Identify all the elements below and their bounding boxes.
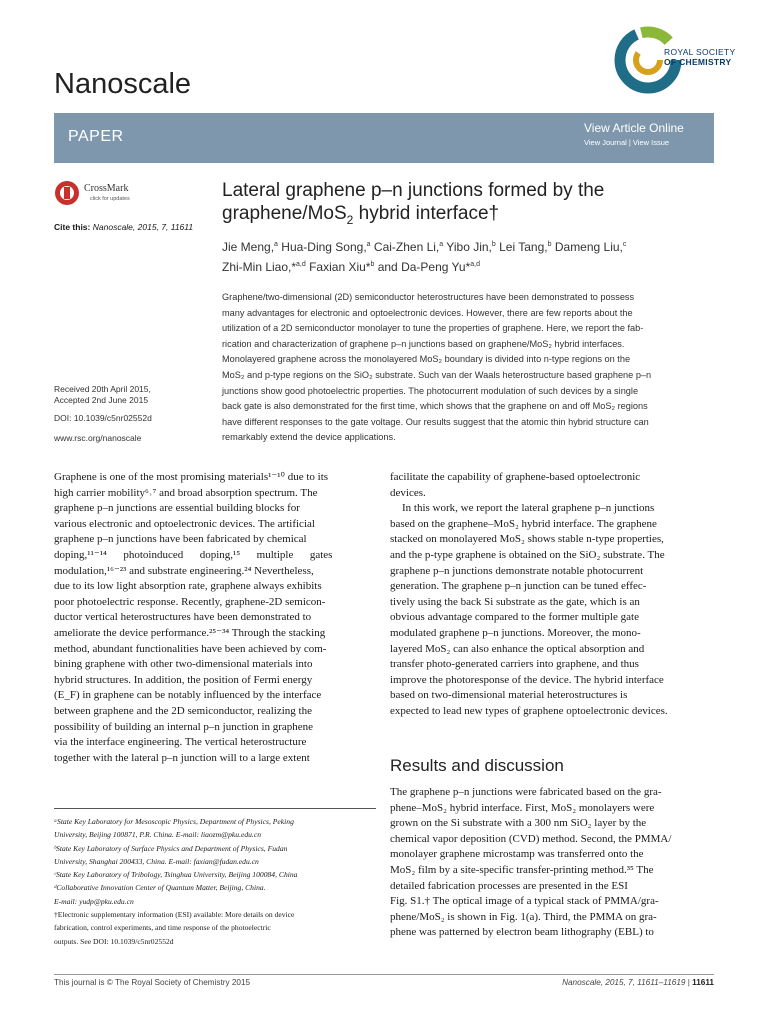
body-line: phene–MoS₂ hybrid interface. First, MoS₂ monolayers were (390, 801, 655, 814)
accepted-date: Accepted 2nd June 2015 (54, 395, 149, 405)
affiliations (54, 815, 376, 948)
rsc-line2: OF CHEMISTRY (664, 57, 732, 67)
body-line: expected to lead new types of graphene optoelectronic devices. (390, 704, 668, 717)
body-line: detailed fabrication processes are presented in the ESI (390, 879, 628, 892)
body-line: modulated graphene p–n junctions. Moreover, the mono- (390, 626, 641, 639)
affiliation-line: University, Shanghai 200433, China. E-mail: faxian@fudan.edu.cn (54, 856, 259, 866)
body-line: In this work, we report the lateral graphene p–n junctions (402, 502, 655, 515)
authors-line-1: Jie Meng,$^a$ Hua-Ding Song,$^a$ Cai-Zhen Li,$^a$ Yibo Jin,$^b$ Lei Tang,$^b$ Dameng Liu,$^c$ (222, 240, 627, 254)
abstract-line: utilization of a 2D semiconductor monolayer to tune the properties of graphene. Here, we report the fab- (222, 323, 644, 334)
body-line: and the p-type graphene is obtained on the SiO₂ substrate. The (390, 548, 665, 561)
affiliation-line: E-mail: yudp@pku.edu.cn (54, 896, 134, 906)
article-title (222, 179, 712, 232)
doi[interactable]: DOI: 10.1039/c5nr02552d (54, 413, 152, 423)
abstract-line: Graphene/two-dimensional (2D) semiconductor heterostructures have been demonstrated to possess (222, 292, 635, 302)
body-right-column (390, 470, 714, 720)
body-line: method, abundant functionalities have been achieved by com- (54, 642, 327, 655)
footnote-divider (54, 808, 376, 809)
results-body (390, 785, 714, 941)
abstract-line: back gate is also demonstrated for the first time, which shows that the graphene on and off MoS₂ regions (222, 401, 648, 412)
body-left-column (54, 470, 376, 766)
author-list (222, 236, 712, 276)
body-line: based on two-dimensional material heterostructures is (390, 689, 628, 702)
journal-title: Nanoscale (54, 68, 192, 100)
body-line: doping,¹¹⁻¹⁴ photoinduced doping,¹⁵ multiple gates (54, 548, 333, 561)
title-line-1: Lateral graphene p–n junctions formed by the (222, 180, 605, 201)
body-line: between graphene and the 2D semiconductor, realizing the (54, 704, 312, 717)
body-line: hybrid structures. In addition, the position of Fermi energy (54, 673, 313, 686)
body-line: modulation,¹⁶⁻²³ and substrate engineering.²⁴ Nevertheless, (54, 564, 314, 577)
section-heading-results: Results and discussion (390, 756, 564, 775)
crossmark-label: CrossMark (84, 183, 129, 194)
body-line: together with the lateral p–n junction will to a large extent (54, 751, 310, 764)
affiliation-line: ᶜState Key Laboratory of Tribology, Tsinghua University, Beijing 100084, China (54, 870, 298, 880)
rsc-line1: ROYAL SOCIETY (664, 47, 736, 57)
body-line: via the interface engineering. The vertical heterostructure (54, 736, 307, 749)
affiliation-line: ᵈCollaborative Innovation Center of Quantum Matter, Beijing, China. (54, 883, 266, 893)
affiliation-line: University, Beijing 100871, P.R. China. E-mail: liaozm@pku.edu.cn (54, 830, 261, 840)
body-line: (E_F) in graphene can be notably influenced by the interface (54, 689, 322, 702)
body-line: ameliorate the device performance.²⁵⁻³⁴ Through the stacking (54, 626, 326, 639)
body-line: The graphene p–n junctions were fabricated based on the gra- (390, 786, 662, 798)
body-line: obvious advantage compared to the former multiple gate (390, 611, 639, 624)
body-line: based on the graphene–MoS₂ hybrid interface. The graphene (390, 517, 657, 530)
journal-website-link[interactable]: www.rsc.org/nanoscale (54, 433, 142, 443)
publication-dates (54, 384, 151, 406)
footer-journal-ref: Nanoscale, 2015, 7, 11611–11619 (562, 978, 686, 987)
page-number: 11611 (692, 978, 714, 987)
body-line: high carrier mobility⁶˒⁷ and broad absorption spectrum. The (54, 486, 318, 499)
body-line: graphene p–n junctions demonstrate notable photocurrent (390, 564, 644, 577)
received-date: Received 20th April 2015, (54, 384, 151, 394)
abstract (222, 290, 714, 446)
body-line: ductor vertical heterostructures have been demonstrated to (54, 611, 312, 624)
esi-note: outputs. See DOI: 10.1039/c5nr02552d (54, 936, 174, 946)
body-line: Graphene is one of the most promising materials¹⁻¹⁰ due to its (54, 471, 329, 483)
body-line: facilitate the capability of graphene-based optoelectronic (390, 471, 641, 483)
crossmark-sub: click for updates (90, 196, 130, 202)
abstract-line: many advantages for electronic and optoelectronic devices. However, there are few reports about the (222, 307, 633, 318)
section-label: PAPER (68, 128, 124, 145)
abstract-line: rication and characterization of graphene p–n junctions based on graphene/MoS₂ hybrid interfaces. (222, 338, 625, 349)
body-line: poor photoelectric response. Recently, graphene-2D semicon- (54, 595, 326, 608)
body-line: bining graphene with other two-dimensional materials into (54, 658, 313, 671)
view-article-online-link[interactable]: View Article Online (584, 121, 684, 135)
abstract-line: junctions show good photoelectric properties. The photocurrent modulation of such devices by a single (222, 385, 639, 396)
cite-ref: Nanoscale, 2015, 7, 11611 (92, 222, 194, 232)
affiliation-line: ᵇState Key Laboratory of Surface Physics and Department of Physics, Fudan (54, 843, 288, 853)
body-line: various electronic and optoelectronic devices. The artificial (54, 517, 315, 530)
abstract-line: have different responses to the gate voltage. Our results suggest that the atomic thin hybrid structure can (222, 416, 649, 427)
body-line: grown on the Si substrate with a 300 nm SiO₂ layer by the (390, 817, 647, 830)
footer-copyright: This journal is © The Royal Society of Chemistry 2015 (54, 978, 251, 987)
affiliation-line: ᵃState Key Laboratory for Mesoscopic Physics, Department of Physics, Peking (54, 817, 294, 826)
esi-note: fabrication, control experiments, and time response of the photoelectric (54, 923, 271, 933)
crossmark-icon (54, 179, 80, 211)
title-line-2: graphene/MoS$_2$ hybrid interface† (222, 203, 500, 227)
abstract-line: MoS₂ and p-type regions on the SiO₂ substrate. Such van der Waals heterostructure based graphene p–n (222, 369, 652, 380)
footer-divider (54, 974, 714, 975)
body-line: monolayer graphene microstamp was transferred onto the (390, 848, 644, 861)
body-line: generation. The graphene p–n junction can be tuned effec- (390, 580, 647, 593)
body-line: phene/MoS₂ is shown in Fig. 1(a). Third, the PMMA on gra- (390, 910, 657, 923)
footer-citation: Nanoscale, 2015, 7, 11611–11619 | 11611 (562, 978, 714, 987)
body-line: graphene p–n junctions have been fabricated by chemical (54, 533, 307, 546)
view-journal-issue-links[interactable]: View Journal | View Issue (584, 138, 670, 147)
body-line: due to its low light absorption rate, graphene always exhibits (54, 580, 322, 593)
body-line: possibility of building an internal p–n junction in graphene (54, 720, 314, 733)
body-line: improve the photoresponse of the device. The hybrid interface (390, 673, 664, 686)
authors-line-2: Zhi-Min Liao,*$^{a,d}$ Faxian Xiu*$^b$ and Da-Peng Yu*$^{a,d}$ (222, 260, 480, 274)
crossmark-badge[interactable] (54, 179, 134, 211)
abstract-line: Monolayered graphene across the monolayered MoS₂ boundary is divided into n-type regions on the (222, 354, 631, 365)
abstract-line: remarkably extend the device applications. (222, 432, 396, 443)
body-line: MoS₂ film by a site-specific transfer-printing method.³⁵ The (390, 863, 654, 876)
body-line: layered MoS₂ can also enhance the optical absorption and (390, 642, 645, 655)
cite-label: Cite this: (54, 222, 91, 232)
cite-this (54, 222, 193, 232)
esi-note: †Electronic supplementary information (ESI) available: More details on device (54, 910, 295, 920)
body-line: graphene p–n junctions are essential building blocks for (54, 502, 300, 515)
body-line: stacked on monolayered MoS₂ shows stable n-type properties, (390, 533, 664, 546)
body-line: transfer photo-generated carriers into graphene, and thus (390, 658, 639, 671)
rsc-wordmark (664, 47, 735, 67)
body-line: phene was patterned by electron beam lithography (EBL) to (390, 926, 654, 939)
body-line: tively using the back Si substrate as the gate, which is an (390, 595, 640, 608)
body-line: chemical vapor deposition (CVD) method. Second, the PMMA/ (390, 832, 672, 845)
body-line: Fig. S1.† The optical image of a typical stack of PMMA/gra- (390, 895, 659, 908)
body-line: devices. (390, 486, 426, 499)
